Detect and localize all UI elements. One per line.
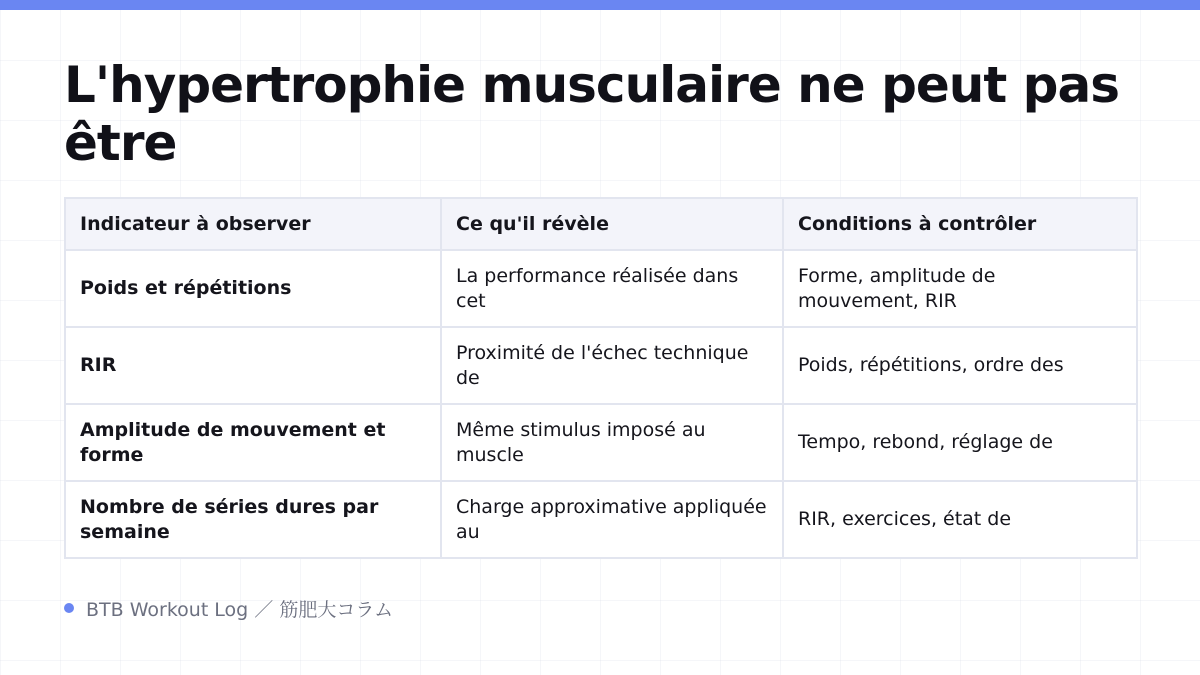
table-cell-indicator: Nombre de séries dures par semaine	[65, 481, 441, 558]
table-header-row	[65, 198, 1137, 250]
column-header-indicator: Indicateur à observer	[65, 198, 441, 250]
table-cell-indicator: Poids et répétitions	[65, 250, 441, 327]
table-row	[65, 404, 1137, 481]
table-cell-reveals: Proximité de l'échec technique de	[441, 327, 783, 404]
table-row	[65, 481, 1137, 558]
table-cell-reveals: Charge approximative appliquée au	[441, 481, 783, 558]
table-row	[65, 250, 1137, 327]
footer-label: BTB Workout Log ／ 筋肥大コラム	[86, 598, 394, 621]
table-cell-reveals: La performance réalisée dans cet	[441, 250, 783, 327]
table-cell-conditions: RIR, exercices, état de	[783, 481, 1137, 558]
dot-icon	[64, 603, 74, 613]
table-cell-conditions: Tempo, rebond, réglage de	[783, 404, 1137, 481]
table-cell-indicator: RIR	[65, 327, 441, 404]
table-cell-indicator: Amplitude de mouvement et forme	[65, 404, 441, 481]
table-row	[65, 327, 1137, 404]
column-header-reveals: Ce qu'il révèle	[441, 198, 783, 250]
footer	[64, 594, 393, 622]
table-cell-conditions: Forme, amplitude de mouvement, RIR	[783, 250, 1137, 327]
table-cell-conditions: Poids, répétitions, ordre des	[783, 327, 1137, 404]
column-header-conditions: Conditions à contrôler	[783, 198, 1137, 250]
comparison-table	[64, 197, 1138, 559]
top-accent-bar	[0, 0, 1200, 10]
slide-title: L'hypertrophie musculaire ne peut pas être	[64, 56, 1119, 172]
table-cell-reveals: Même stimulus imposé au muscle	[441, 404, 783, 481]
